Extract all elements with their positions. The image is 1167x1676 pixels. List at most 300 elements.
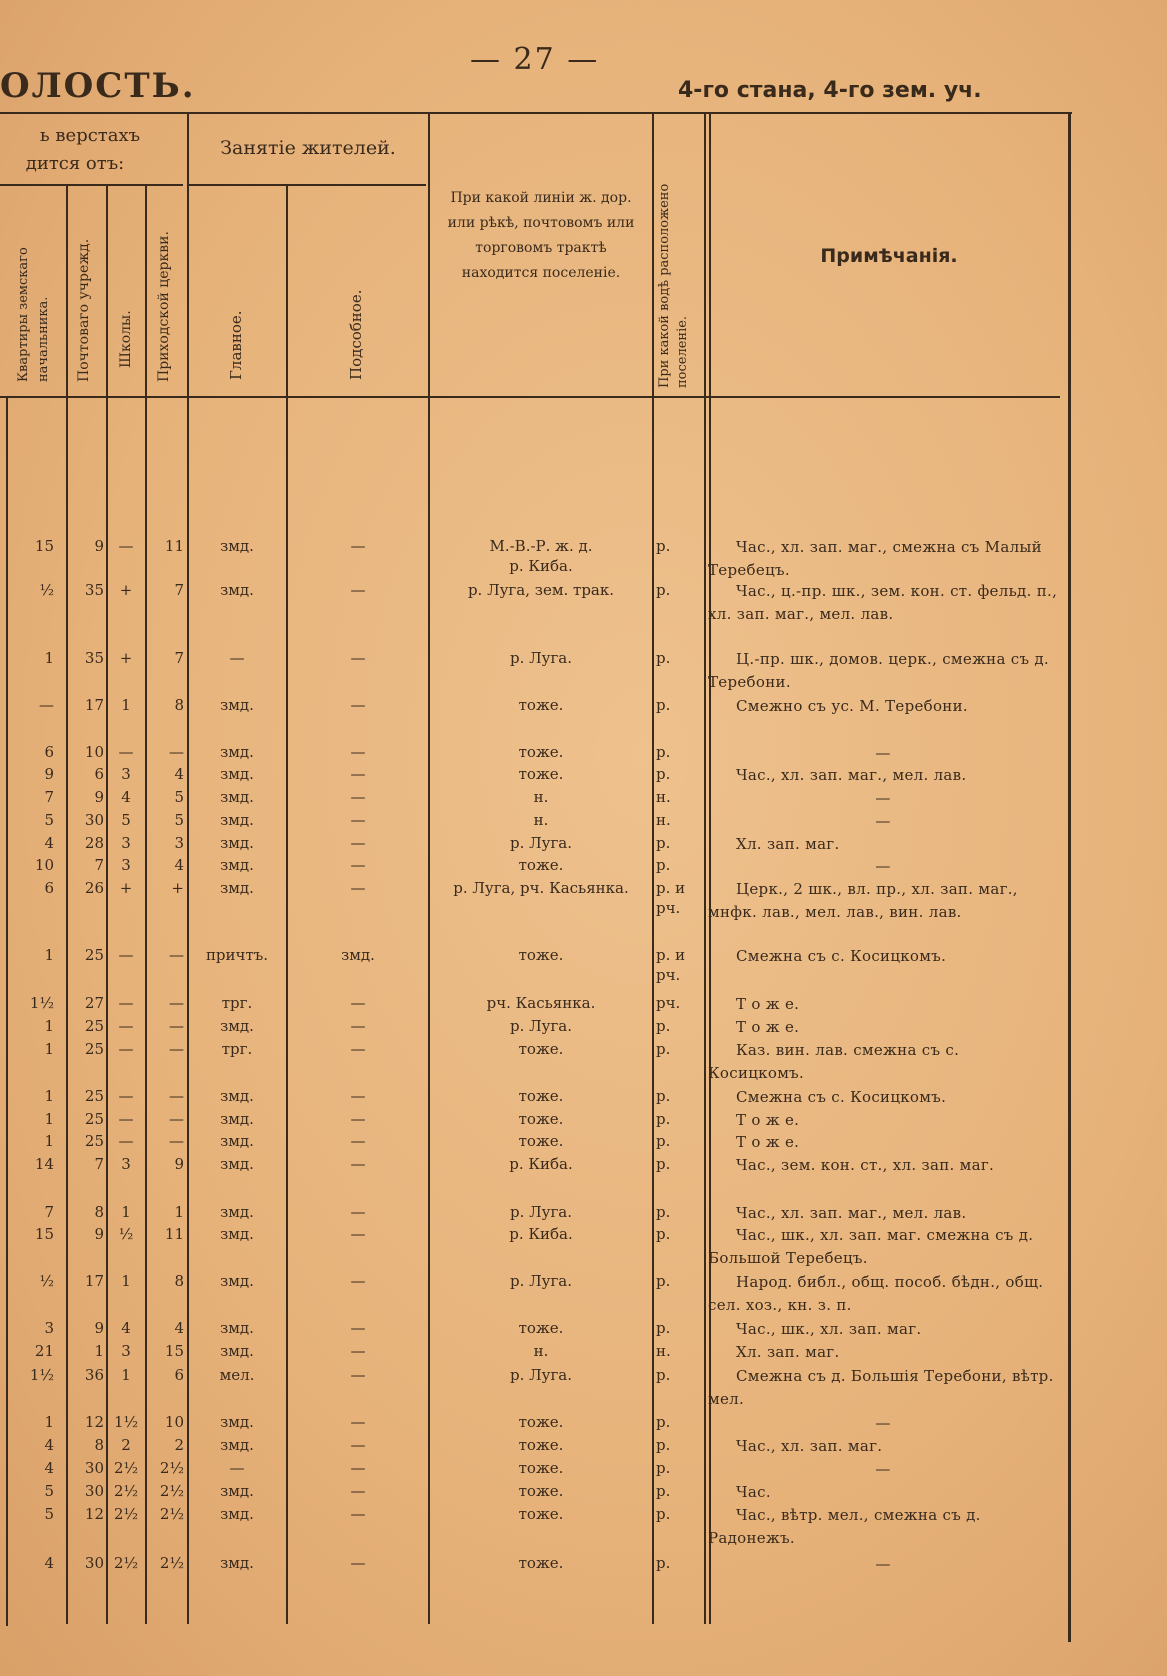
cell-kv: 5 xyxy=(44,1505,54,1523)
cell-gl: причтъ. xyxy=(205,946,269,964)
distance-group-header-a: ь верстахъ xyxy=(39,125,141,146)
cell-ts: 7 xyxy=(174,581,184,599)
cell-po: 6 xyxy=(94,765,104,783)
volost-title: ОЛОСТЬ. xyxy=(0,66,196,106)
cell-notes: Смежна съ д. Большія Теребони, вѣтр. мел. xyxy=(708,1367,1054,1408)
cell-notes: Народ. библ., общ. пособ. бѣдн., общ. сел. хоз., кн. з. п. xyxy=(708,1273,1044,1314)
cell-ps: — xyxy=(350,856,366,874)
cell-sh: 1 xyxy=(121,1203,131,1221)
cell-ln: тоже. xyxy=(518,1087,564,1105)
cell-notes: Хл. зап. маг. xyxy=(736,835,840,853)
cell-notes: Смежна съ с. Косицкомъ. xyxy=(736,1088,947,1106)
cell-kv: 21 xyxy=(34,1342,54,1360)
pochta-header: Почтоваго учрежд. xyxy=(76,238,92,382)
table-right-border xyxy=(1068,112,1071,1642)
cell-gl: змд. xyxy=(220,1436,254,1454)
cell-notes: — xyxy=(875,1555,891,1573)
cell-sh: 2½ xyxy=(113,1459,139,1477)
cell-wt: р. xyxy=(656,856,671,874)
cell-wt: р. xyxy=(656,834,671,852)
cell-kv: 1 xyxy=(44,1413,54,1431)
cell-ps: — xyxy=(350,1505,366,1523)
cell-ln: тоже. xyxy=(518,856,564,874)
cell-po: 9 xyxy=(94,788,104,806)
cell-notes: — xyxy=(875,1460,891,1478)
cell-wt: рч. xyxy=(656,994,681,1012)
cell-sh: 4 xyxy=(121,788,131,806)
cell-kv: 1 xyxy=(44,1040,54,1058)
cell-ln: р. Луга, зем. трак. xyxy=(467,581,615,599)
cell-ps: — xyxy=(350,1554,366,1572)
cell-ts: 2½ xyxy=(159,1554,184,1572)
subheader-line-occupation xyxy=(188,184,426,186)
cell-po: 17 xyxy=(84,1272,104,1290)
cell-wt: р. xyxy=(656,537,671,555)
cell-notes: Час., хл. зап. маг., смежна съ Малый Теребецъ. xyxy=(708,538,1042,579)
cell-ps: — xyxy=(350,1319,366,1337)
cell-ln: тоже. xyxy=(518,1505,564,1523)
cell-sh: + xyxy=(119,649,133,667)
cell-gl: змд. xyxy=(220,811,254,829)
cell-wt: р. и рч. xyxy=(656,946,686,984)
cell-notes: — xyxy=(875,812,891,830)
cell-notes: — xyxy=(875,789,891,807)
cell-po: 12 xyxy=(84,1505,104,1523)
notes-header: Примѣчанія. xyxy=(820,245,958,267)
cell-wt: р. xyxy=(656,1436,671,1454)
cell-kv: 10 xyxy=(34,856,54,874)
cell-po: 12 xyxy=(84,1413,104,1431)
cell-ts: 7 xyxy=(174,649,184,667)
cell-ps: — xyxy=(350,1017,366,1035)
cell-kv: 4 xyxy=(44,1459,54,1477)
cell-kv: 3 xyxy=(44,1319,54,1337)
cell-gl: змд. xyxy=(220,1155,254,1173)
cell-po: 25 xyxy=(84,1087,104,1105)
col-divider-6 xyxy=(428,112,430,1624)
cell-gl: змд. xyxy=(220,743,254,761)
cell-gl: змд. xyxy=(220,1225,254,1243)
cell-wt: р. xyxy=(656,1459,671,1477)
col-divider-1 xyxy=(66,184,68,1624)
cell-notes: Час. xyxy=(736,1483,771,1501)
cell-notes: Час., шк., хл. зап. маг. xyxy=(736,1320,922,1338)
cell-wt: р. xyxy=(656,1413,671,1431)
cell-sh: 1 xyxy=(121,1272,131,1290)
cell-sh: — xyxy=(118,537,134,555)
cell-po: 27 xyxy=(84,994,104,1012)
cell-ln: р. Киба. xyxy=(509,1225,573,1243)
cell-ln: р. Луга. xyxy=(509,1017,573,1035)
cell-kv: 7 xyxy=(44,788,54,806)
cell-ts: — xyxy=(169,994,184,1012)
cell-ts: 2½ xyxy=(159,1482,184,1500)
cell-po: 28 xyxy=(84,834,104,852)
cell-gl: змд. xyxy=(220,1554,254,1572)
cell-kv: 1 xyxy=(44,1017,54,1035)
cell-ts: 5 xyxy=(174,811,184,829)
cell-po: 25 xyxy=(84,1110,104,1128)
cell-sh: 2 xyxy=(121,1436,131,1454)
cell-notes: Час., ц.-пр. шк., зем. кон. ст. фельд. п., хл. зап. маг., мел. лав. xyxy=(708,582,1058,623)
cell-gl: змд. xyxy=(220,1272,254,1290)
cell-po: 9 xyxy=(94,1319,104,1337)
cell-sh: 1½ xyxy=(113,1413,139,1431)
cell-kv: 6 xyxy=(44,879,54,897)
cell-gl: змд. xyxy=(220,856,254,874)
cell-ts: 11 xyxy=(164,1225,184,1243)
cell-sh: — xyxy=(118,1087,134,1105)
cell-po: 25 xyxy=(84,1040,104,1058)
cell-kv: 5 xyxy=(44,811,54,829)
cell-ps: — xyxy=(350,1225,366,1243)
cell-ln: тоже. xyxy=(518,1482,564,1500)
table-top-border xyxy=(0,112,1072,114)
cell-ps: — xyxy=(350,879,366,897)
cell-ps: — xyxy=(350,649,366,667)
cell-ts: 8 xyxy=(174,696,184,714)
cell-notes: Хл. зап. маг. xyxy=(736,1343,840,1361)
cell-gl: змд. xyxy=(220,1203,254,1221)
cell-sh: — xyxy=(118,1017,134,1035)
cell-ln: тоже. xyxy=(518,1436,564,1454)
cell-notes: Т о ж е. xyxy=(736,1018,800,1036)
cell-notes: Смежна съ с. Косицкомъ. xyxy=(736,947,947,965)
cell-kv: ½ xyxy=(39,581,54,599)
line-header: При какой линіи ж. дор. или рѣкѣ, почтовомъ или торговомъ трактѣ находится поселеніе. xyxy=(447,190,635,281)
cell-ps: — xyxy=(350,1272,366,1290)
cell-ps: — xyxy=(350,1132,366,1150)
cell-ts: 9 xyxy=(174,1155,184,1173)
cell-wt: р. xyxy=(656,1505,671,1523)
table-left-border xyxy=(6,396,8,1626)
cell-wt: р. xyxy=(656,1040,671,1058)
cell-ps: змд. xyxy=(341,946,375,964)
cell-notes: Час., хл. зап. маг. xyxy=(736,1437,883,1455)
cell-ps: — xyxy=(350,811,366,829)
col-divider-4 xyxy=(187,112,189,1624)
cell-notes: Смежно съ ус. М. Теребони. xyxy=(736,697,968,715)
cell-ts: — xyxy=(169,743,184,761)
cell-ts: 2½ xyxy=(159,1459,184,1477)
cell-ps: — xyxy=(350,788,366,806)
cell-po: 25 xyxy=(84,1132,104,1150)
cell-ln: р. Луга, рч. Касьянка. xyxy=(453,879,629,897)
cell-sh: 3 xyxy=(121,856,131,874)
cell-gl: змд. xyxy=(220,1087,254,1105)
cell-kv: 1 xyxy=(44,1087,54,1105)
cell-wt: р. xyxy=(656,1366,671,1384)
cell-ps: — xyxy=(350,834,366,852)
cell-wt: р. xyxy=(656,1087,671,1105)
cell-sh: 4 xyxy=(121,1319,131,1337)
cell-wt: н. xyxy=(656,788,671,806)
cell-wt: р. и рч. xyxy=(656,879,686,917)
col-divider-8 xyxy=(704,112,706,1624)
cell-ts: — xyxy=(169,1110,184,1128)
cell-ln: н. xyxy=(533,811,549,829)
cell-sh: 2½ xyxy=(113,1482,139,1500)
cell-notes: Т о ж е. xyxy=(736,1111,800,1129)
tserkov-header: Приходской церкви. xyxy=(156,231,172,382)
cell-ln: М.-В.-Р. ж. д. р. Киба. xyxy=(489,537,593,575)
cell-kv: 1½ xyxy=(29,994,54,1012)
cell-ln: тоже. xyxy=(518,1413,564,1431)
cell-po: 7 xyxy=(94,1155,104,1173)
cell-ln: р. Киба. xyxy=(509,1155,573,1173)
cell-wt: р. xyxy=(656,649,671,667)
cell-wt: р. xyxy=(656,1554,671,1572)
cell-notes: — xyxy=(875,857,891,875)
cell-gl: змд. xyxy=(220,1482,254,1500)
cell-ts: 11 xyxy=(164,537,184,555)
cell-gl: змд. xyxy=(220,765,254,783)
cell-ln: н. xyxy=(533,1342,549,1360)
cell-gl: — xyxy=(229,1459,245,1477)
cell-gl: мел. xyxy=(219,1366,255,1384)
cell-notes: — xyxy=(875,744,891,762)
cell-ts: 4 xyxy=(174,765,184,783)
cell-gl: змд. xyxy=(220,537,254,555)
cell-kv: ½ xyxy=(39,1272,54,1290)
cell-ts: — xyxy=(169,1017,184,1035)
cell-ts: — xyxy=(169,1132,184,1150)
cell-notes: Час., шк., хл. зап. маг. смежна съ д. Большой Теребецъ. xyxy=(708,1226,1034,1267)
cell-ln: р. Луга. xyxy=(509,834,573,852)
cell-po: 25 xyxy=(84,1017,104,1035)
cell-ps: — xyxy=(350,1482,366,1500)
cell-gl: змд. xyxy=(220,581,254,599)
cell-kv: 4 xyxy=(44,1436,54,1454)
cell-wt: р. xyxy=(656,1155,671,1173)
cell-ps: — xyxy=(350,1155,366,1173)
cell-po: 7 xyxy=(94,856,104,874)
cell-sh: 5 xyxy=(121,811,131,829)
cell-ts: 4 xyxy=(174,1319,184,1337)
cell-ln: тоже. xyxy=(518,696,564,714)
distance-group-header-b: дится отъ: xyxy=(25,153,125,174)
cell-sh: 3 xyxy=(121,1155,131,1173)
cell-ps: — xyxy=(350,537,366,555)
cell-ts: + xyxy=(171,879,184,897)
cell-ts: 8 xyxy=(174,1272,184,1290)
cell-sh: — xyxy=(118,1110,134,1128)
cell-gl: трг. xyxy=(221,1040,253,1058)
cell-ps: — xyxy=(350,1087,366,1105)
cell-wt: р. xyxy=(656,1225,671,1243)
cell-ln: рч. Касьянка. xyxy=(486,994,596,1012)
cell-ts: 1 xyxy=(174,1203,184,1221)
cell-ts: 3 xyxy=(174,834,184,852)
cell-po: 10 xyxy=(84,743,104,761)
cell-sh: 1 xyxy=(121,696,131,714)
cell-sh: — xyxy=(118,946,134,964)
cell-ps: — xyxy=(350,1203,366,1221)
stan-title: 4-го стана, 4-го зем. уч. xyxy=(678,78,982,103)
cell-kv: 15 xyxy=(34,1225,54,1243)
cell-ps: — xyxy=(350,581,366,599)
cell-ps: — xyxy=(350,1413,366,1431)
cell-notes: Час., зем. кон. ст., хл. зап. маг. xyxy=(736,1156,995,1174)
cell-kv: 1 xyxy=(44,946,54,964)
cell-ts: 5 xyxy=(174,788,184,806)
cell-wt: р. xyxy=(656,1017,671,1035)
cell-gl: змд. xyxy=(220,1319,254,1337)
cell-ln: н. xyxy=(533,788,549,806)
cell-ts: — xyxy=(169,1040,184,1058)
cell-ts: — xyxy=(169,1087,184,1105)
col-divider-7 xyxy=(652,112,654,1624)
cell-po: 35 xyxy=(84,581,104,599)
cell-ln: тоже. xyxy=(518,1110,564,1128)
cell-wt: р. xyxy=(656,1132,671,1150)
cell-ln: р. Луга. xyxy=(509,1203,573,1221)
cell-po: 8 xyxy=(94,1203,104,1221)
cell-sh: 3 xyxy=(121,834,131,852)
glavnoe-header: Главное. xyxy=(227,310,245,380)
cell-sh: — xyxy=(118,994,134,1012)
cell-wt: н. xyxy=(656,811,671,829)
cell-notes: Т о ж е. xyxy=(736,1133,800,1151)
cell-po: 26 xyxy=(84,879,104,897)
cell-kv: 4 xyxy=(44,1554,54,1572)
cell-po: 30 xyxy=(84,1459,104,1477)
water-header: При какой водѣ расположено поселеніе. xyxy=(657,183,690,388)
cell-notes: Церк., 2 шк., вл. пр., хл. зап. маг., мнфк. лав., мел. лав., вин. лав. xyxy=(708,880,1018,921)
cell-sh: — xyxy=(118,743,134,761)
col-divider-3 xyxy=(145,184,147,1624)
cell-po: 30 xyxy=(84,1554,104,1572)
cell-sh: + xyxy=(119,879,133,897)
cell-gl: — xyxy=(229,649,245,667)
cell-kv: 1 xyxy=(44,1132,54,1150)
cell-ts: 2 xyxy=(174,1436,184,1454)
cell-sh: — xyxy=(118,1132,134,1150)
cell-po: 17 xyxy=(84,696,104,714)
cell-kv: 15 xyxy=(34,537,54,555)
cell-ps: — xyxy=(350,765,366,783)
cell-ps: — xyxy=(350,1040,366,1058)
cell-gl: змд. xyxy=(220,1110,254,1128)
cell-gl: змд. xyxy=(220,879,254,897)
cell-ts: — xyxy=(169,946,184,964)
cell-ln: тоже. xyxy=(518,743,564,761)
cell-wt: р. xyxy=(656,1110,671,1128)
col-divider-5 xyxy=(286,184,288,1624)
cell-ln: р. Луга. xyxy=(509,649,573,667)
cell-sh: 2½ xyxy=(113,1554,139,1572)
cell-kv: 1½ xyxy=(29,1366,54,1384)
cell-gl: змд. xyxy=(220,1017,254,1035)
cell-kv: — xyxy=(39,696,54,714)
cell-ts: 6 xyxy=(174,1366,184,1384)
cell-notes: Ц.-пр. шк., домов. церк., смежна съ д. Теребони. xyxy=(708,650,1049,691)
cell-notes: Час., хл. зап. маг., мел. лав. xyxy=(736,1204,967,1222)
cell-ln: тоже. xyxy=(518,1554,564,1572)
cell-wt: р. xyxy=(656,765,671,783)
shkoly-header: Школы. xyxy=(118,310,134,368)
cell-ps: — xyxy=(350,696,366,714)
cell-ln: тоже. xyxy=(518,1132,564,1150)
cell-kv: 1 xyxy=(44,1110,54,1128)
cell-gl: змд. xyxy=(220,696,254,714)
cell-gl: змд. xyxy=(220,834,254,852)
cell-sh: 3 xyxy=(121,1342,131,1360)
cell-ps: — xyxy=(350,1459,366,1477)
cell-wt: р. xyxy=(656,1203,671,1221)
cell-ts: 15 xyxy=(164,1342,184,1360)
cell-sh: 1 xyxy=(121,1366,131,1384)
cell-gl: змд. xyxy=(220,1342,254,1360)
cell-gl: змд. xyxy=(220,1413,254,1431)
cell-po: 8 xyxy=(94,1436,104,1454)
cell-notes: Каз. вин. лав. смежна съ с. Косицкомъ. xyxy=(708,1041,960,1082)
cell-po: 1 xyxy=(94,1342,104,1360)
cell-wt: р. xyxy=(656,743,671,761)
cell-kv: 6 xyxy=(44,743,54,761)
col-divider-2 xyxy=(106,184,108,1624)
cell-sh: 3 xyxy=(121,765,131,783)
cell-ps: — xyxy=(350,1436,366,1454)
cell-kv: 1 xyxy=(44,649,54,667)
cell-ln: тоже. xyxy=(518,1459,564,1477)
cell-wt: р. xyxy=(656,581,671,599)
cell-gl: змд. xyxy=(220,1132,254,1150)
cell-notes: Т о ж е. xyxy=(736,995,800,1013)
cell-wt: р. xyxy=(656,696,671,714)
cell-ts: 10 xyxy=(164,1413,184,1431)
table-header-bottom-border xyxy=(0,396,1060,398)
cell-ps: — xyxy=(350,1342,366,1360)
cell-ps: — xyxy=(350,1110,366,1128)
kvartiry-header: Квартиры земскаго начальника. xyxy=(16,247,51,382)
page-number: — 27 — xyxy=(470,42,600,77)
cell-gl: змд. xyxy=(220,788,254,806)
cell-notes: Час., хл. зап. маг., мел. лав. xyxy=(736,766,967,784)
cell-wt: н. xyxy=(656,1342,671,1360)
cell-notes: — xyxy=(875,1414,891,1432)
cell-po: 30 xyxy=(84,1482,104,1500)
cell-sh: — xyxy=(118,1040,134,1058)
cell-po: 9 xyxy=(94,537,104,555)
cell-ps: — xyxy=(350,1366,366,1384)
cell-ps: — xyxy=(350,994,366,1012)
cell-notes: Час., вѣтр. мел., смежна съ д. Радонежъ. xyxy=(708,1506,981,1547)
cell-ts: 4 xyxy=(174,856,184,874)
cell-po: 9 xyxy=(94,1225,104,1243)
cell-wt: р. xyxy=(656,1319,671,1337)
cell-po: 25 xyxy=(84,946,104,964)
cell-ln: р. Луга. xyxy=(509,1366,573,1384)
cell-wt: р. xyxy=(656,1482,671,1500)
podsobnoe-header: Подсобное. xyxy=(347,289,365,380)
cell-ps: — xyxy=(350,743,366,761)
cell-kv: 14 xyxy=(34,1155,54,1173)
cell-sh: + xyxy=(119,581,133,599)
cell-po: 36 xyxy=(84,1366,104,1384)
cell-ln: р. Луга. xyxy=(509,1272,573,1290)
cell-sh: ½ xyxy=(118,1225,134,1243)
cell-po: 30 xyxy=(84,811,104,829)
cell-kv: 9 xyxy=(44,765,54,783)
cell-po: 35 xyxy=(84,649,104,667)
cell-kv: 4 xyxy=(44,834,54,852)
cell-gl: змд. xyxy=(220,1505,254,1523)
cell-ts: 2½ xyxy=(159,1505,184,1523)
cell-ln: тоже. xyxy=(518,1319,564,1337)
cell-sh: 2½ xyxy=(113,1505,139,1523)
cell-kv: 7 xyxy=(44,1203,54,1221)
